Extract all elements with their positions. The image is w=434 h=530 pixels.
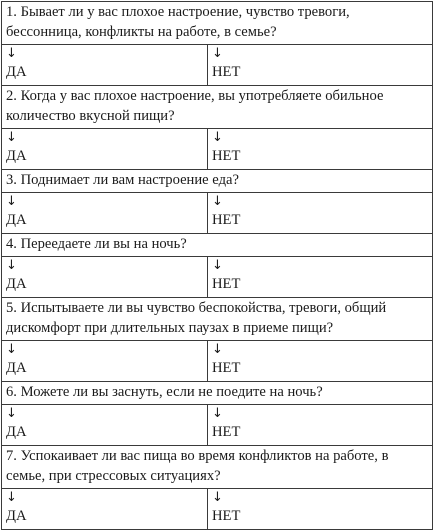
no-option[interactable]: [208, 405, 433, 446]
question-row-6: [2, 382, 433, 405]
no-option[interactable]: [208, 193, 433, 234]
question-row-1: [2, 2, 433, 45]
no-label: НЕТ: [212, 424, 241, 440]
yes-option[interactable]: [2, 257, 208, 298]
answer-row-5: [2, 341, 433, 382]
answer-row-2: [2, 129, 433, 170]
no-label: НЕТ: [212, 64, 241, 80]
no-label: НЕТ: [212, 508, 241, 524]
question-row-5: [2, 298, 433, 341]
yes-option[interactable]: [2, 45, 208, 86]
yes-label: ДА: [6, 360, 27, 376]
question-text: 7. Успокаивает ли вас пища во время конфликтов на работе, в семье, при стрессовых ситуациях?: [2, 446, 433, 489]
answer-row-6: [2, 405, 433, 446]
arrow-down-icon: ↓: [212, 194, 223, 209]
question-row-3: [2, 170, 433, 193]
arrow-down-icon: ↓: [6, 406, 17, 421]
no-label: НЕТ: [212, 212, 241, 228]
arrow-down-icon: ↓: [212, 258, 223, 273]
arrow-down-icon: ↓: [6, 46, 17, 61]
answer-row-7: [2, 489, 433, 530]
arrow-down-icon: ↓: [6, 258, 17, 273]
yes-option[interactable]: [2, 341, 208, 382]
yes-option[interactable]: [2, 193, 208, 234]
no-label: НЕТ: [212, 360, 241, 376]
question-row-2: [2, 86, 433, 129]
question-text: 1. Бывает ли у вас плохое настроение, чувство тревоги, бессонница, конфликты на работе, в семье?: [2, 2, 433, 45]
question-text: 2. Когда у вас плохое настроение, вы употребляете обильное количество вкусной пищи?: [2, 86, 433, 129]
question-text: 4. Переедаете ли вы на ночь?: [2, 234, 433, 257]
arrow-down-icon: ↓: [6, 194, 17, 209]
arrow-down-icon: ↓: [212, 130, 223, 145]
question-text: 5. Испытываете ли вы чувство беспокойства, тревоги, общий дискомфорт при длительных паузах в приеме пищи?: [2, 298, 433, 341]
arrow-down-icon: ↓: [6, 490, 17, 505]
yes-label: ДА: [6, 424, 27, 440]
answer-row-1: [2, 45, 433, 86]
yes-option[interactable]: [2, 405, 208, 446]
questionnaire-table: [1, 1, 433, 530]
no-label: НЕТ: [212, 148, 241, 164]
yes-label: ДА: [6, 64, 27, 80]
yes-label: ДА: [6, 212, 27, 228]
arrow-down-icon: ↓: [6, 342, 17, 357]
arrow-down-icon: ↓: [6, 130, 17, 145]
answer-row-3: [2, 193, 433, 234]
no-option[interactable]: [208, 129, 433, 170]
no-option[interactable]: [208, 489, 433, 530]
yes-label: ДА: [6, 276, 27, 292]
yes-label: ДА: [6, 508, 27, 524]
arrow-down-icon: ↓: [212, 406, 223, 421]
yes-option[interactable]: [2, 129, 208, 170]
yes-label: ДА: [6, 148, 27, 164]
question-row-7: [2, 446, 433, 489]
no-label: НЕТ: [212, 276, 241, 292]
arrow-down-icon: ↓: [212, 490, 223, 505]
question-text: 6. Можете ли вы заснуть, если не поедите на ночь?: [2, 382, 433, 405]
yes-option[interactable]: [2, 489, 208, 530]
no-option[interactable]: [208, 257, 433, 298]
arrow-down-icon: ↓: [212, 46, 223, 61]
no-option[interactable]: [208, 341, 433, 382]
question-row-4: [2, 234, 433, 257]
answer-row-4: [2, 257, 433, 298]
arrow-down-icon: ↓: [212, 342, 223, 357]
question-text: 3. Поднимает ли вам настроение еда?: [2, 170, 433, 193]
no-option[interactable]: [208, 45, 433, 86]
